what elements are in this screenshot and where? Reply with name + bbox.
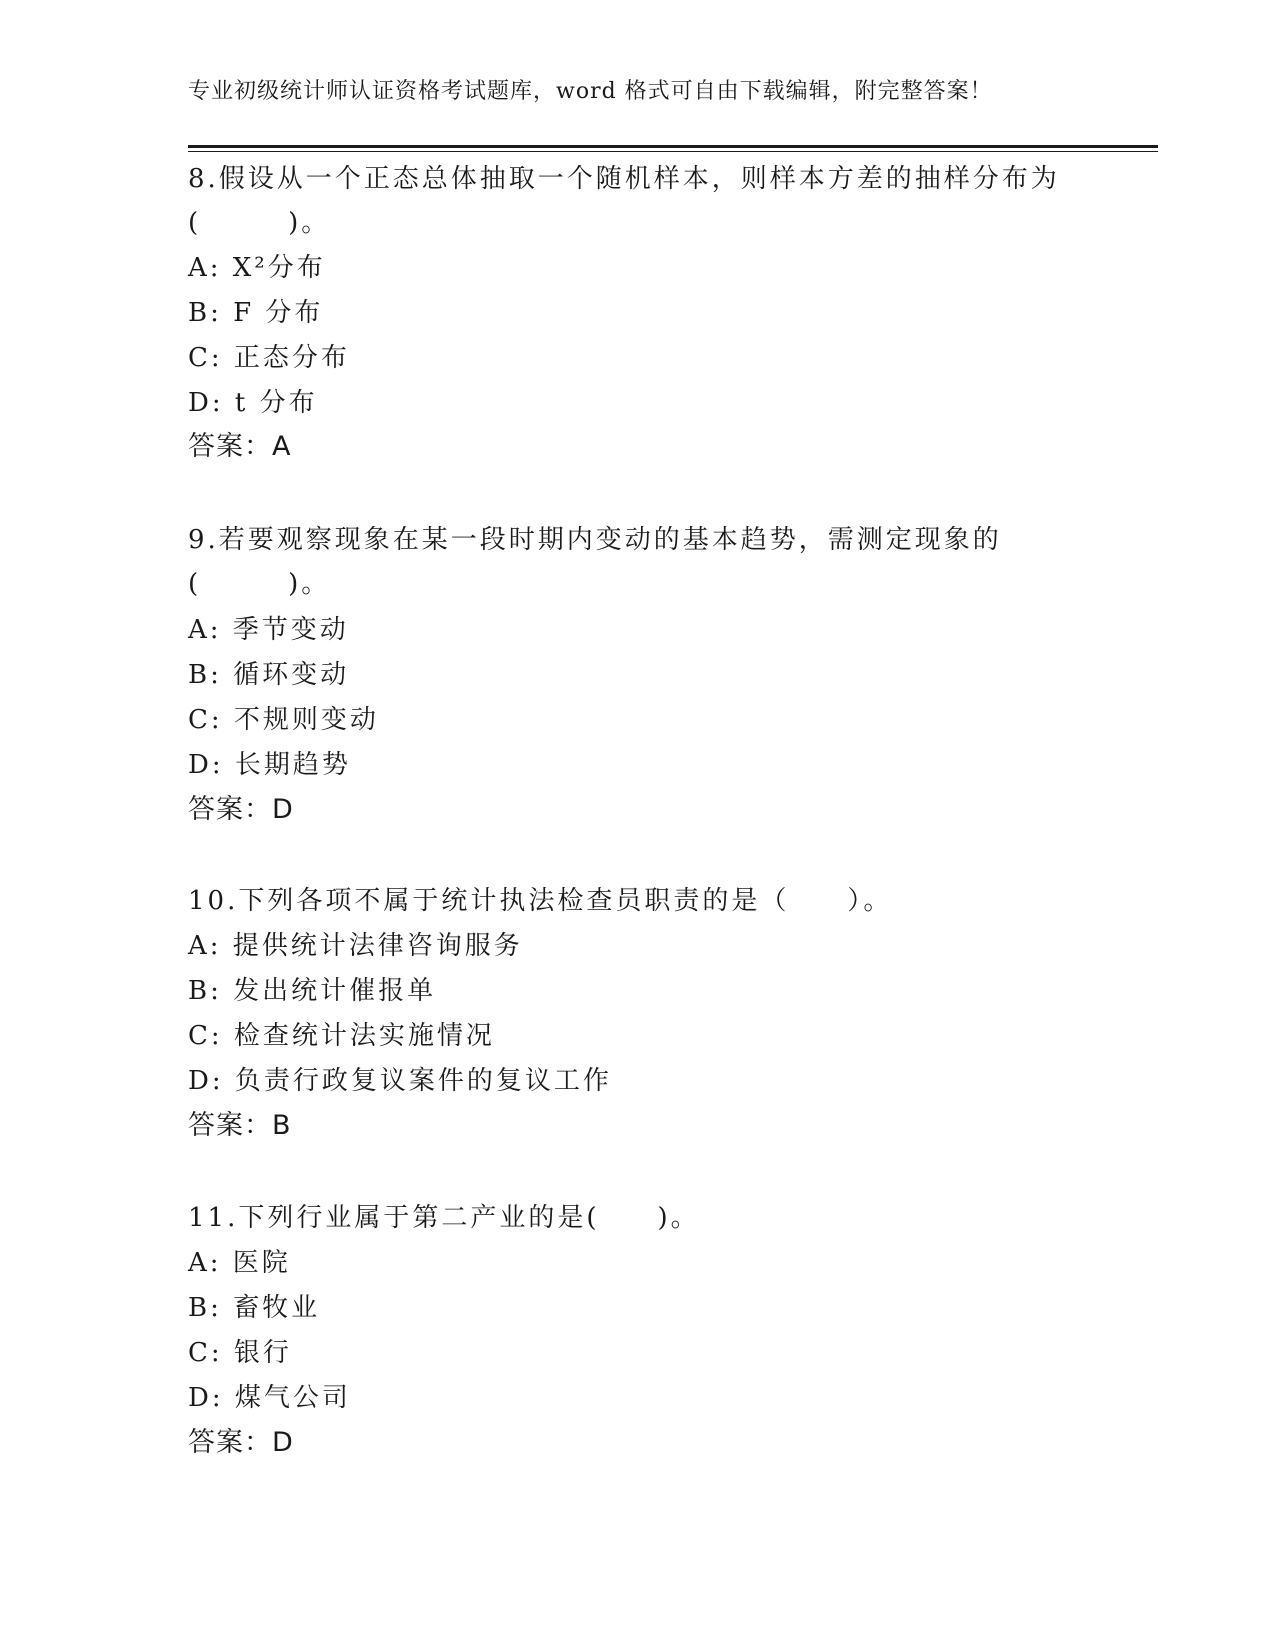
answer: 答案：D xyxy=(188,794,294,825)
option-a: A: 提供统计法律咨询服务 xyxy=(188,931,523,961)
option-d: D: 长期趋势 xyxy=(188,750,351,780)
option-b: B: 畜牧业 xyxy=(188,1293,321,1323)
question-stem: 8.假设从一个正态总体抽取一个随机样本，则样本方差的抽样分布为 xyxy=(188,164,1060,194)
option-a: A: 医院 xyxy=(188,1248,291,1278)
option-c: C: 不规则变动 xyxy=(188,705,379,735)
option-a: A: 季节变动 xyxy=(188,615,349,645)
question-stem-continued: ( )。 xyxy=(188,569,331,599)
answer: 答案：D xyxy=(188,1427,294,1458)
option-c: C: 银行 xyxy=(188,1338,292,1368)
option-d: D: 煤气公司 xyxy=(188,1383,351,1413)
answer: 答案：A xyxy=(188,431,292,462)
option-a: A: X²分布 xyxy=(188,253,326,283)
answer: 答案：B xyxy=(188,1110,292,1141)
option-d: D: t 分布 xyxy=(188,388,318,418)
question-stem: 10.下列各项不属于统计执法检查员职责的是（ ）。 xyxy=(188,886,893,916)
question-stem: 11.下列行业属于第二产业的是( )。 xyxy=(188,1203,700,1233)
option-b: B: 循环变动 xyxy=(188,660,350,690)
question-stem: 9.若要观察现象在某一段时期内变动的基本趋势，需测定现象的 xyxy=(188,525,1002,555)
option-b: B: 发出统计催报单 xyxy=(188,976,437,1006)
option-b: B: F 分布 xyxy=(188,298,324,328)
header-divider-thick xyxy=(188,145,1158,148)
option-d: D: 负责行政复议案件的复议工作 xyxy=(188,1066,612,1096)
option-c: C: 正态分布 xyxy=(188,343,350,373)
question-stem-continued: ( )。 xyxy=(188,208,331,238)
option-c: C: 检查统计法实施情况 xyxy=(188,1021,495,1051)
header-divider-thin xyxy=(188,151,1158,152)
page-header: 专业初级统计师认证资格考试题库，word 格式可自由下载编辑，附完整答案！ xyxy=(188,79,993,104)
